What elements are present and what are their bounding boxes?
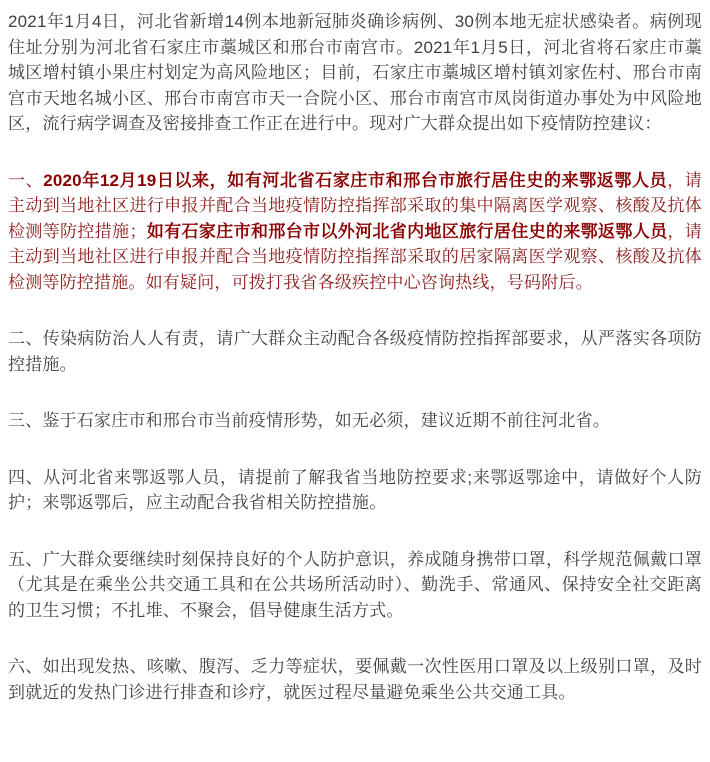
text-segment: ，请主动到当地社区进行申报并配合当地疫情防控指挥部采取的居家隔离医学观察、核酸及抗体检测等防控措施。如有疑问，可拨打我省各级疾控中心咨询热线，号码附后。 (8, 221, 703, 292)
text-segment: 五、广大群众要继续时刻保持良好的个人防护意识，养成随身携带口罩，科学规范佩戴口罩（尤其是在乘坐公共交通工具和在公共场所活动时）、勤洗手、常通风、保持安全社交距离的卫生习惯；不扎堆、不聚会，倡导健康生活方式。 (8, 549, 702, 620)
paragraph-item-1 (8, 168, 702, 296)
text-segment: 如有石家庄市和邢台市以外河北省内地区旅行居住史的来鄂返鄂人员 (146, 221, 668, 241)
paragraph-item-5 (8, 547, 702, 624)
paragraph-intro (8, 9, 702, 137)
text-segment: 二、传染病防治人人有责，请广大群众主动配合各级疫情防控指挥部要求，从严落实各项防控措施。 (8, 329, 702, 374)
paragraph-item-4 (8, 465, 702, 516)
paragraph-item-6 (8, 654, 702, 705)
text-segment: 四、从河北省来鄂返鄂人员，请提前了解我省当地防控要求;来鄂返鄂途中，请做好个人防护；来鄂返鄂后，应主动配合我省相关防控措施。 (8, 467, 702, 512)
paragraph-item-3 (8, 408, 702, 434)
text-segment: 三、鉴于石家庄市和邢台市当前疫情形势，如无必须，建议近期不前往河北省。 (8, 411, 610, 430)
text-segment: ，请主动到当地社区进行申报并配合当地疫情防控指挥部采取的集中隔离医学观察、核酸及抗体检测等防控措施； (8, 170, 703, 241)
text-segment: 六、如出现发热、咳嗽、腹泻、乏力等症状，要佩戴一次性医用口罩及以上级别口罩，及时到就近的发热门诊进行排查和诊疗，就医过程尽量避免乘坐公共交通工具。 (8, 657, 702, 702)
text-segment: 一、 (8, 170, 44, 190)
text-segment: 2020年12月19日以来，如有河北省石家庄市和邢台市旅行居住史的来鄂返鄂人员 (43, 170, 668, 190)
text-segment: 2021年1月4日，河北省新增14例本地新冠肺炎确诊病例、30例本地无症状感染者。病例现住址分别为河北省石家庄市藁城区和邢台市南宫市。2021年1月5日，河北省将石家庄市藁城区增村镇小果庄村划定为高风险地区；目前，石家庄市藁城区增村镇刘家佐村、邢台市南宫市天地名城小区、邢台市南宫市天一合院小区、邢台市南宫市凤岗街道办事处为中风险地区，流行病学调查及密接排查工作正在进行中。现对广大群众提出如下疫情防控建议： (8, 12, 702, 133)
paragraph-item-2 (8, 326, 702, 377)
